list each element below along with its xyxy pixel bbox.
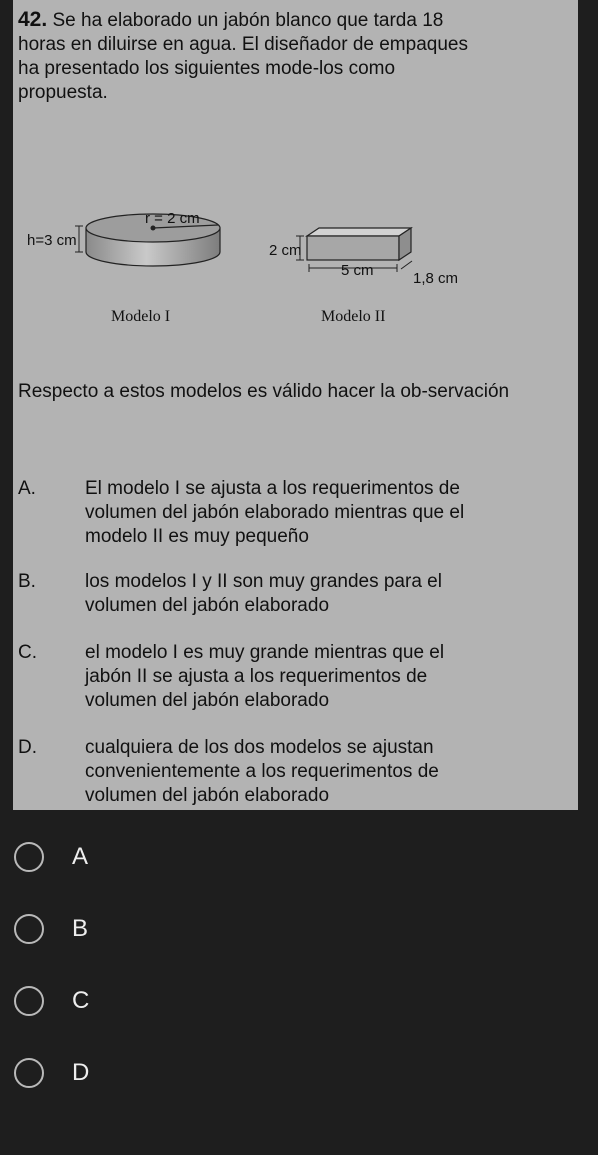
radio-button-icon[interactable] xyxy=(14,1058,44,1088)
model-1-radius-label: r = 2 cm xyxy=(145,210,200,227)
radio-button-icon[interactable] xyxy=(14,986,44,1016)
model-1-label: Modelo I xyxy=(111,308,171,325)
option-text: cualquiera de los dos modelos se ajustan convenientemente a los requerimentos de volumen del jabón elaborado xyxy=(85,737,439,806)
option-letter: B. xyxy=(18,571,36,592)
model-2-label: Modelo II xyxy=(321,308,386,325)
answer-label: C xyxy=(72,987,90,1014)
question-number: 42. xyxy=(18,8,48,31)
answer-label: D xyxy=(72,1059,90,1086)
answer-choice-b[interactable] xyxy=(0,900,598,960)
models-drawing xyxy=(13,190,578,340)
answer-choice-c[interactable] xyxy=(0,972,598,1032)
option-letter: D. xyxy=(18,737,37,758)
option-text: El modelo I se ajusta a los requerimentos de volumen del jabón elaborado mientras que el modelo II es muy pequeño xyxy=(85,478,465,547)
model-1-height-label: h=3 cm xyxy=(27,232,77,249)
question-card xyxy=(13,0,578,810)
option-letter: A. xyxy=(18,478,36,499)
question-intro: Se ha elaborado un jabón blanco que tarda 18 horas en diluirse en agua. El diseñador de empaques ha presentado los siguientes mode-los como propuesta. xyxy=(18,10,468,103)
model-2-length-label: 5 cm xyxy=(341,262,374,279)
models-figure xyxy=(13,190,578,340)
question-header xyxy=(18,8,468,105)
radio-button-icon[interactable] xyxy=(14,914,44,944)
radio-button-icon[interactable] xyxy=(14,842,44,872)
option-text: el modelo I es muy grande mientras que el jabón II se ajusta a los requerimentos de volumen del jabón elaborado xyxy=(85,642,445,711)
answer-label: A xyxy=(72,843,89,870)
model-2-height-label: 2 cm xyxy=(269,242,302,259)
answer-label: B xyxy=(72,915,89,942)
option-text: los modelos I y II son muy grandes para el volumen del jabón elaborado xyxy=(85,571,442,616)
model-2-width-label: 1,8 cm xyxy=(413,270,459,287)
question-prompt: Respecto a estos modelos es válido hacer la ob-servación xyxy=(18,381,510,402)
answer-choice-a[interactable] xyxy=(0,828,598,888)
answer-choice-d[interactable] xyxy=(0,1044,598,1104)
option-letter: C. xyxy=(18,642,37,663)
